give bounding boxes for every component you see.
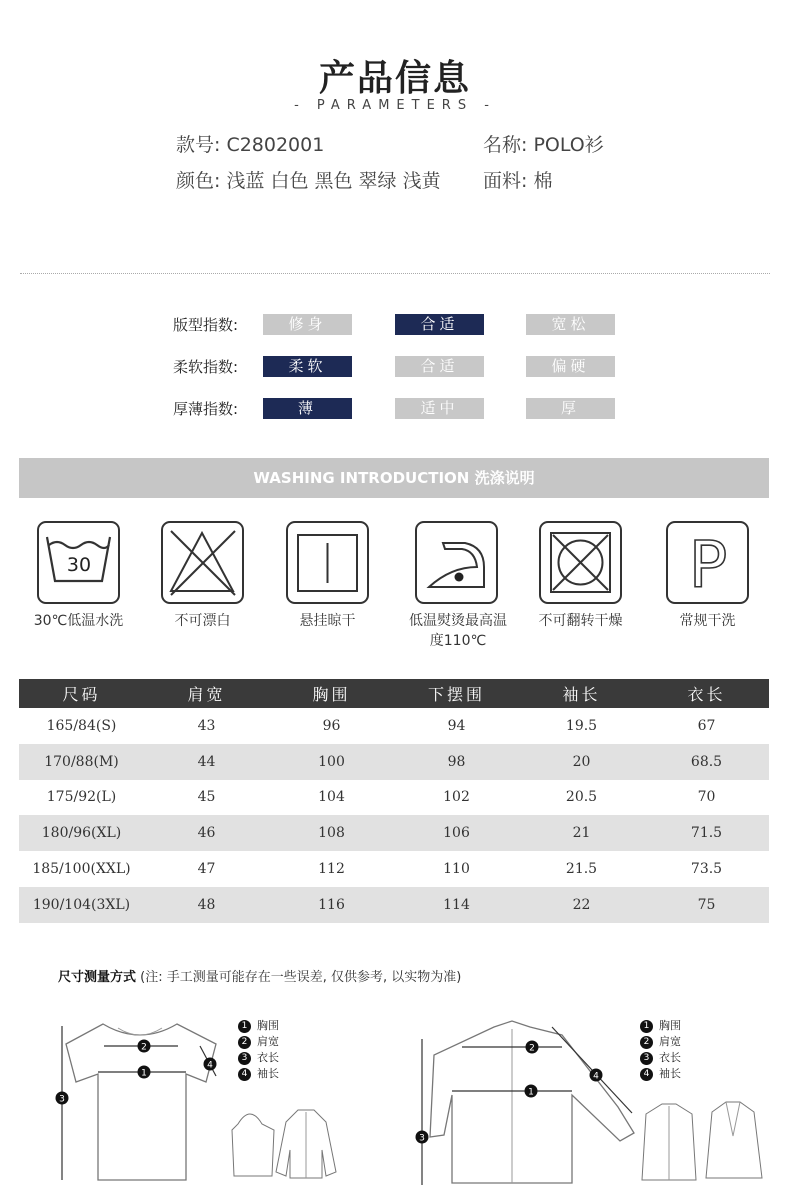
divider (20, 273, 770, 274)
index-option-selected: 柔软 (263, 356, 352, 377)
wash-label: 不可翻转干燥 (538, 613, 623, 629)
table-cell: 70 (697, 789, 716, 806)
table-cell: 108 (269, 815, 394, 851)
product-colors: 颜色: 浅蓝 白色 黑色 翠绿 浅黄 (176, 170, 441, 192)
legend-item: 3 衣长 (640, 1050, 681, 1066)
table-cell: 100 (269, 744, 394, 780)
table-cell: 102 (443, 789, 470, 806)
table-cell: 106 (394, 815, 519, 851)
table-cell: 43 (197, 717, 216, 734)
index-option: 修身 (263, 314, 352, 335)
table-cell: 19.5 (565, 717, 598, 734)
wash-label: 30℃低温水洗 (33, 613, 124, 629)
table-cell: 116 (269, 887, 394, 923)
table-cell: 165/84(S) (46, 717, 117, 734)
table-row (19, 887, 769, 923)
legend-item: 1 胸围 (238, 1018, 279, 1034)
marker-chest: 1 (141, 1068, 147, 1079)
dry-clean-icon (666, 521, 749, 604)
legend-item: 2 肩宽 (238, 1034, 279, 1050)
table-row (19, 815, 769, 851)
index-option: 适中 (395, 398, 484, 419)
marker-length: 3 (59, 1094, 65, 1105)
table-cell: 110 (443, 861, 470, 878)
table-cell: 104 (318, 789, 345, 806)
table-header-row (19, 679, 769, 708)
table-cell: 112 (318, 861, 345, 878)
table-cell: 190/104(3XL) (19, 887, 144, 923)
marker-sleeve: 4 (207, 1060, 213, 1071)
legend-item: 4 袖长 (238, 1066, 279, 1082)
size-table (19, 679, 769, 923)
table-cell: 44 (144, 744, 269, 780)
wash-label: 不可漂白 (174, 613, 231, 629)
table-cell: 47 (197, 861, 216, 878)
marker-shoulder: 2 (141, 1042, 147, 1053)
table-cell: 75 (644, 887, 769, 923)
table-cell: 185/100(XXL) (32, 861, 131, 878)
table-cell: 20.5 (565, 789, 598, 806)
index-label: 版型指数: (173, 316, 239, 334)
no-tumble-dry-icon (539, 521, 622, 604)
marker-length: 3 (419, 1133, 425, 1144)
legend-item: 3 衣长 (238, 1050, 279, 1066)
style-number: 款号: C2802001 (176, 134, 325, 156)
table-header: 衣长 (644, 679, 769, 708)
legend-item: 2 肩宽 (640, 1034, 681, 1050)
legend-item: 4 袖长 (640, 1066, 681, 1082)
page-title: 产品信息 (318, 58, 471, 99)
washing-title-bar: WASHING INTRODUCTION 洗涤说明 (19, 458, 769, 498)
table-cell: 21.5 (565, 861, 598, 878)
table-cell: 114 (394, 887, 519, 923)
no-bleach-icon (161, 521, 244, 604)
marker-shoulder: 2 (529, 1043, 535, 1054)
table-row (19, 851, 769, 887)
index-option-selected: 薄 (263, 398, 352, 419)
table-cell: 175/92(L) (46, 789, 117, 806)
table-cell: 48 (144, 887, 269, 923)
table-cell: 20 (519, 744, 644, 780)
index-option: 偏硬 (526, 356, 615, 377)
dry-clean-letter: P (688, 529, 728, 602)
table-cell: 71.5 (644, 815, 769, 851)
table-cell: 94 (447, 717, 466, 734)
measure-heading (58, 966, 461, 985)
wash-label: 常规干洗 (679, 613, 736, 629)
table-cell: 46 (144, 815, 269, 851)
table-cell: 21 (519, 815, 644, 851)
marker-sleeve: 4 (593, 1071, 599, 1082)
table-cell: 180/96(XL) (19, 815, 144, 851)
table-cell: 22 (519, 887, 644, 923)
tshirt-diagram (40, 1010, 240, 1190)
wash-label: 低温熨烫最高温度110℃ (409, 613, 507, 649)
table-cell: 96 (322, 717, 341, 734)
hoodie-cardigan-sketch (230, 1100, 340, 1182)
index-option: 合适 (395, 356, 484, 377)
measure-legend-left (238, 1018, 279, 1082)
marker-chest: 1 (528, 1087, 534, 1098)
table-header: 尺码 (19, 679, 144, 708)
measure-note: (注: 手工测量可能存在一些误差, 仅供参考, 以实物为准) (140, 970, 462, 985)
wash-temperature: 30 (66, 554, 92, 576)
table-cell: 45 (197, 789, 216, 806)
index-option-selected: 合适 (395, 314, 484, 335)
product-name: 名称: POLO衫 (483, 134, 604, 156)
table-cell: 67 (697, 717, 716, 734)
legend-item: 1 胸围 (640, 1018, 681, 1034)
index-option: 宽松 (526, 314, 615, 335)
table-header: 袖长 (519, 679, 644, 708)
table-header: 下摆围 (394, 679, 519, 708)
index-label: 厚薄指数: (173, 400, 239, 418)
measure-title: 尺寸测量方式 (58, 970, 137, 985)
low-iron-icon (415, 521, 498, 604)
table-cell: 98 (394, 744, 519, 780)
jacket-blazer-sketch (636, 1096, 766, 1186)
wash-label: 悬挂晾干 (299, 613, 356, 629)
page-subtitle: - PARAMETERS - (294, 98, 496, 113)
table-header: 胸围 (269, 679, 394, 708)
table-row (19, 708, 769, 744)
table-cell: 170/88(M) (19, 744, 144, 780)
wash-30-icon (37, 521, 120, 604)
measure-legend-right (640, 1018, 681, 1082)
shirt-diagram (412, 1015, 644, 1190)
hang-dry-icon (286, 521, 369, 604)
product-fabric: 面料: 棉 (483, 170, 553, 192)
table-row (19, 780, 769, 816)
table-cell: 68.5 (644, 744, 769, 780)
index-option: 厚 (526, 398, 615, 419)
index-label: 柔软指数: (173, 358, 239, 376)
table-header: 肩宽 (144, 679, 269, 708)
table-row (19, 744, 769, 780)
table-cell: 73.5 (690, 861, 723, 878)
